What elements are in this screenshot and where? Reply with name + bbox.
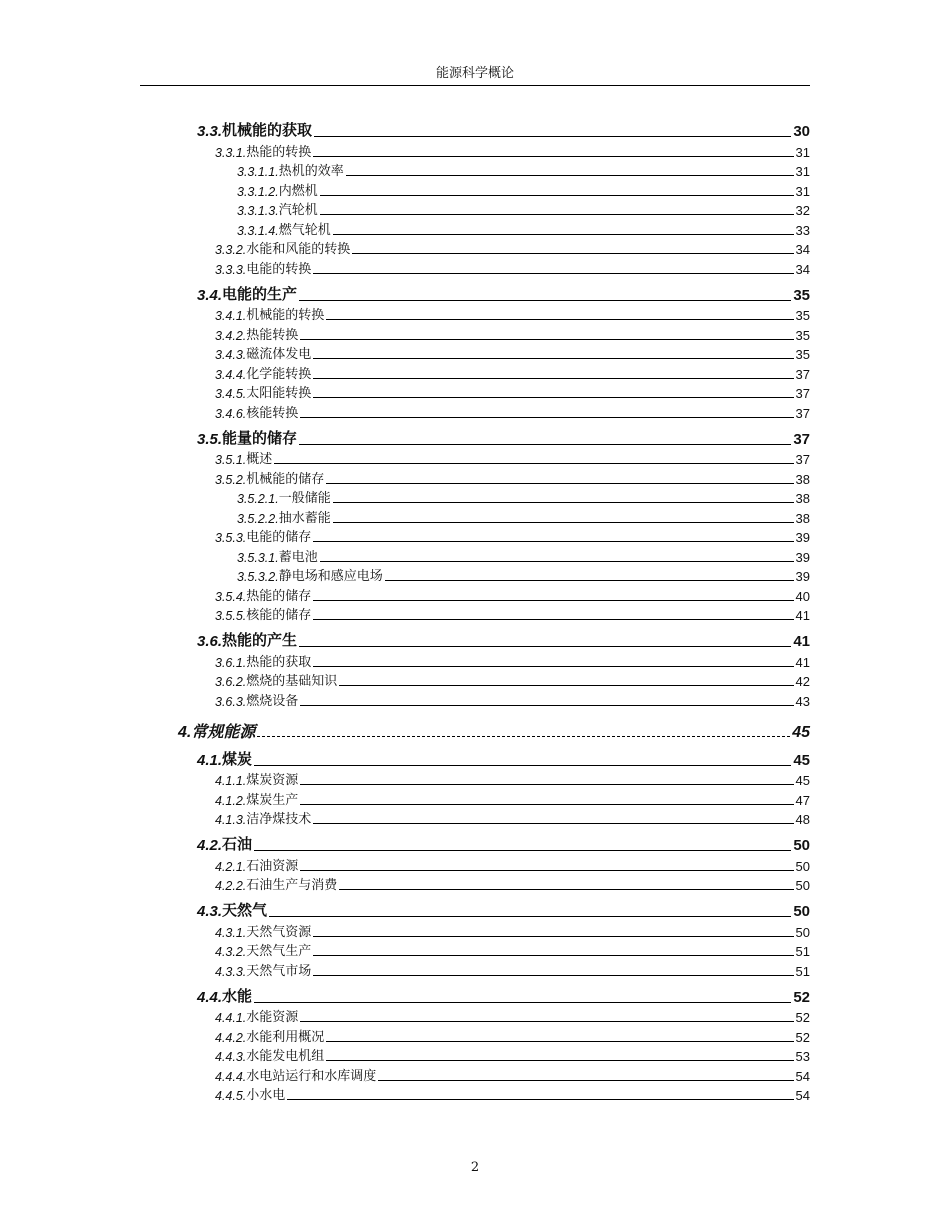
toc-entry-page: 37 xyxy=(795,366,810,382)
toc-entry-number: 3.4.3. xyxy=(215,348,247,362)
toc-entry[interactable] xyxy=(0,323,950,343)
toc-entry-page: 50 xyxy=(795,858,810,874)
toc-entry-number: 3.5.2. xyxy=(215,472,247,487)
toc-entry-page: 54 xyxy=(795,1088,810,1103)
toc-leader-line xyxy=(314,136,791,137)
toc-leader-line xyxy=(254,765,791,766)
toc-entry-page: 38 xyxy=(795,491,810,506)
toc-entry-number: 4.4.5. xyxy=(215,1089,247,1103)
toc-entry-number: 3.5.3.2. xyxy=(237,570,279,584)
toc-entry[interactable] xyxy=(0,506,950,526)
toc-entry[interactable] xyxy=(0,854,950,874)
toc-entry-page: 45 xyxy=(792,723,810,741)
toc-entry-title: 太阳能转换 xyxy=(246,386,312,401)
toc-entry[interactable] xyxy=(0,119,950,140)
toc-entry[interactable] xyxy=(0,959,950,979)
toc-leader-line xyxy=(313,823,793,824)
toc-entry-title: 天然气市场 xyxy=(246,963,312,979)
toc-entry-page: 54 xyxy=(795,1068,810,1084)
toc-leader-line xyxy=(333,502,794,503)
toc-entry-page: 39 xyxy=(795,530,810,545)
toc-entry[interactable] xyxy=(0,717,950,742)
toc-leader-line xyxy=(313,397,793,398)
toc-entry-number: 3.5.3. xyxy=(215,531,247,545)
toc-entry-title: 电能的转换 xyxy=(246,261,312,277)
toc-entry-number: 4.3. xyxy=(197,903,223,920)
toc-entry-number: 3.6. xyxy=(197,633,223,650)
toc-entry-title: 燃烧的基础知识 xyxy=(246,674,338,689)
toc-entry[interactable] xyxy=(0,629,950,650)
toc-entry[interactable] xyxy=(0,808,950,828)
toc-leader-line xyxy=(313,541,793,542)
toc-entry-page: 52 xyxy=(793,988,810,1006)
toc-entry-title: 机械能的储存 xyxy=(246,471,325,487)
toc-entry-number: 3.4.2. xyxy=(215,328,247,343)
toc-entry-title: 电能的生产 xyxy=(222,285,298,303)
toc-leader-line xyxy=(313,600,793,601)
toc-entry-title: 热能的储存 xyxy=(246,588,312,604)
toc-entry-title: 概述 xyxy=(246,452,273,467)
toc-entry-number: 3.5.5. xyxy=(215,609,247,623)
toc-entry-title: 蓄电池 xyxy=(278,549,318,565)
toc-leader-line xyxy=(339,889,793,890)
toc-leader-line xyxy=(326,1060,793,1061)
toc-entry-number: 4.2.2. xyxy=(215,879,247,893)
toc-entry-page: 53 xyxy=(795,1049,810,1064)
toc-entry-title: 核能的储存 xyxy=(246,608,312,623)
toc-entry-page: 33 xyxy=(795,222,810,238)
toc-entry-number: 4.4.4. xyxy=(215,1069,247,1084)
toc-entry-page: 34 xyxy=(795,242,810,257)
toc-leader-line xyxy=(313,955,793,956)
toc-leader-line xyxy=(299,646,791,647)
toc-entry-title: 石油生产与消费 xyxy=(246,878,338,893)
toc-entry-title: 汽轮机 xyxy=(278,203,318,218)
toc-entry-page: 35 xyxy=(795,347,810,362)
toc-entry-number: 4.4.3. xyxy=(215,1050,247,1064)
toc-entry-page: 39 xyxy=(795,549,810,565)
toc-entry-page: 32 xyxy=(795,203,810,218)
toc-entry-number: 3.4.6. xyxy=(215,406,247,421)
toc-entry[interactable] xyxy=(0,833,950,854)
toc-entry[interactable] xyxy=(0,160,950,180)
toc-entry-number: 3.3.2. xyxy=(215,243,247,257)
toc-entry-title: 常规能源 xyxy=(191,723,256,741)
toc-leader-line xyxy=(269,916,791,917)
toc-entry-title: 燃气轮机 xyxy=(278,222,331,238)
toc-entry-title: 煤炭生产 xyxy=(246,792,299,808)
toc-entry[interactable] xyxy=(0,487,950,507)
toc-entry[interactable] xyxy=(0,985,950,1006)
toc-leader-line xyxy=(385,580,794,581)
toc-leader-line xyxy=(313,666,793,667)
toc-entry-number: 4. xyxy=(178,723,192,741)
toc-entry-title: 天然气 xyxy=(222,902,268,919)
toc-leader-line xyxy=(254,850,791,851)
toc-entry-title: 水能 xyxy=(222,987,253,1005)
toc-entry-page: 42 xyxy=(795,674,810,689)
toc-entry-number: 3.3.1.2. xyxy=(237,184,279,199)
toc-entry-title: 热能的获取 xyxy=(246,654,312,670)
toc-entry-title: 燃烧设备 xyxy=(246,693,299,709)
toc-entry-title: 抽水蓄能 xyxy=(278,510,331,526)
toc-leader-line xyxy=(299,444,791,445)
toc-entry-page: 41 xyxy=(795,608,810,623)
toc-leader-line xyxy=(300,784,793,785)
toc-entry[interactable] xyxy=(0,545,950,565)
toc-entry-title: 小水电 xyxy=(246,1088,286,1103)
toc-entry[interactable] xyxy=(0,382,950,402)
toc-entry-number: 4.1.3. xyxy=(215,813,247,827)
toc-entry-title: 水电站运行和水库调度 xyxy=(246,1068,377,1084)
toc-entry-page: 43 xyxy=(795,693,810,709)
toc-entry-number: 3.3.1.4. xyxy=(237,223,279,238)
toc-entry-title: 热能转换 xyxy=(246,327,299,343)
toc-leader-line xyxy=(274,463,793,464)
toc-leader-line xyxy=(326,483,793,484)
toc-entry[interactable] xyxy=(0,199,950,219)
toc-entry-number: 3.3.1. xyxy=(215,145,247,160)
toc-leader-line xyxy=(326,1041,793,1042)
toc-entry-title: 天然气资源 xyxy=(246,924,312,940)
toc-entry[interactable] xyxy=(0,748,950,769)
toc-entry-page: 37 xyxy=(795,386,810,401)
toc-leader-line xyxy=(313,975,793,976)
toc-entry-number: 3.4.5. xyxy=(215,387,247,401)
toc-entry-page: 31 xyxy=(795,164,810,179)
toc-entry-page: 37 xyxy=(795,452,810,467)
toc-entry-title: 热能的产生 xyxy=(222,632,298,649)
toc-entry-title: 核能转换 xyxy=(246,405,299,421)
toc-entry-number: 3.4. xyxy=(197,286,223,304)
toc-leader-line xyxy=(300,339,793,340)
toc-entry[interactable] xyxy=(0,670,950,690)
page-number: 2 xyxy=(470,1160,480,1175)
toc-leader-line xyxy=(313,936,793,937)
toc-entry[interactable] xyxy=(0,604,950,624)
toc-entry-title: 热机的效率 xyxy=(278,164,344,179)
toc-entry-page: 50 xyxy=(795,878,810,893)
toc-entry[interactable] xyxy=(0,467,950,487)
toc-entry-number: 3.3.1.1. xyxy=(237,165,279,179)
toc-entry-title: 石油资源 xyxy=(246,858,299,874)
toc-entry[interactable] xyxy=(0,238,950,258)
toc-entry-title: 煤炭 xyxy=(222,750,253,768)
toc-entry-number: 4.3.3. xyxy=(215,964,247,979)
toc-entry[interactable] xyxy=(0,427,950,448)
toc-entry[interactable] xyxy=(0,1045,950,1065)
toc-entry[interactable] xyxy=(0,584,950,604)
toc-leader-line xyxy=(352,253,793,254)
toc-entry[interactable] xyxy=(0,218,950,238)
toc-entry-page: 30 xyxy=(793,123,810,140)
toc-entry-title: 水能资源 xyxy=(246,1010,299,1025)
toc-leader-line xyxy=(320,195,794,196)
toc-leader-line xyxy=(313,358,793,359)
toc-entry[interactable] xyxy=(0,283,950,304)
toc-entry[interactable] xyxy=(0,526,950,546)
toc-leader-line xyxy=(257,736,790,737)
toc-entry-number: 3.3. xyxy=(197,123,223,140)
toc-entry-title: 静电场和感应电场 xyxy=(278,569,383,584)
toc-leader-line xyxy=(346,175,794,176)
toc-entry-title: 电能的储存 xyxy=(246,530,312,545)
toc-entry-number: 3.5.4. xyxy=(215,589,247,604)
toc-leader-line xyxy=(300,804,793,805)
toc-entry-title: 机械能的获取 xyxy=(222,122,313,139)
toc-entry[interactable] xyxy=(0,1064,950,1084)
toc-entry-page: 34 xyxy=(795,261,810,277)
toc-entry-number: 4.4.2. xyxy=(215,1030,247,1045)
toc-entry[interactable] xyxy=(0,689,950,709)
toc-entry-page: 48 xyxy=(795,812,810,827)
toc-entry-title: 水能和风能的转换 xyxy=(246,242,351,257)
toc-entry-page: 31 xyxy=(795,183,810,199)
toc-entry-number: 3.6.3. xyxy=(215,694,247,709)
toc-entry-number: 3.5.3.1. xyxy=(237,550,279,565)
toc-entry-number: 3.5.2.2. xyxy=(237,511,279,526)
toc-entry-title: 水能利用概况 xyxy=(246,1029,325,1045)
toc-entry-title: 石油 xyxy=(222,836,253,853)
toc-entry-title: 内燃机 xyxy=(278,183,318,199)
toc-entry-page: 45 xyxy=(793,751,810,769)
toc-entry-title: 能量的储存 xyxy=(222,429,298,447)
toc-entry[interactable] xyxy=(0,1025,950,1045)
toc-entry-page: 38 xyxy=(795,471,810,487)
toc-entry-title: 一般储能 xyxy=(278,491,331,506)
toc-leader-line xyxy=(320,214,794,215)
toc-leader-line xyxy=(300,870,793,871)
toc-entry-number: 3.4.4. xyxy=(215,367,247,382)
toc-entry[interactable] xyxy=(0,1006,950,1026)
toc-entry[interactable] xyxy=(0,899,950,920)
toc-leader-line xyxy=(300,417,793,418)
toc-entry-title: 磁流体发电 xyxy=(246,347,312,362)
toc-leader-line xyxy=(320,561,794,562)
toc-entry[interactable] xyxy=(0,140,950,160)
toc-entry[interactable] xyxy=(0,1084,950,1104)
toc-leader-line xyxy=(326,319,793,320)
toc-entry-title: 水能发电机组 xyxy=(246,1049,325,1064)
toc-entry-page: 40 xyxy=(795,588,810,604)
toc-entry[interactable] xyxy=(0,448,950,468)
toc-entry-number: 4.1.1. xyxy=(215,774,247,788)
toc-leader-line xyxy=(313,378,793,379)
toc-entry-page: 47 xyxy=(795,792,810,808)
toc-entry-page: 37 xyxy=(793,430,810,448)
toc-entry-number: 3.5.1. xyxy=(215,453,247,467)
toc-entry-number: 3.6.2. xyxy=(215,675,247,689)
toc-entry-page: 37 xyxy=(795,405,810,421)
toc-entry[interactable] xyxy=(0,362,950,382)
toc-entry-number: 4.2.1. xyxy=(215,859,247,874)
toc-entry-page: 50 xyxy=(795,924,810,940)
toc-entry[interactable] xyxy=(0,257,950,277)
toc-entry-number: 4.4.1. xyxy=(215,1011,247,1025)
toc-leader-line xyxy=(299,300,791,301)
toc-leader-line xyxy=(287,1099,793,1100)
toc-entry-title: 洁净煤技术 xyxy=(246,812,312,827)
toc-entry-page: 31 xyxy=(795,144,810,160)
toc-entry-number: 3.5.2.1. xyxy=(237,492,279,506)
toc-entry-page: 52 xyxy=(795,1029,810,1045)
toc-entry-page: 41 xyxy=(795,654,810,670)
toc-entry-page: 35 xyxy=(793,286,810,304)
table-of-contents xyxy=(0,113,950,1103)
toc-entry-title: 热能的转换 xyxy=(246,144,312,160)
toc-entry-page: 51 xyxy=(795,963,810,979)
toc-entry-page: 39 xyxy=(795,569,810,584)
toc-entry-page: 50 xyxy=(793,903,810,920)
toc-entry-number: 4.4. xyxy=(197,988,223,1006)
toc-entry[interactable] xyxy=(0,304,950,324)
toc-entry-number: 3.5. xyxy=(197,430,223,448)
toc-entry[interactable] xyxy=(0,565,950,585)
toc-entry[interactable] xyxy=(0,920,950,940)
toc-entry[interactable] xyxy=(0,769,950,789)
toc-entry[interactable] xyxy=(0,788,950,808)
toc-entry-title: 化学能转换 xyxy=(246,366,312,382)
toc-entry-page: 45 xyxy=(795,773,810,788)
toc-leader-line xyxy=(378,1080,793,1081)
toc-entry-page: 38 xyxy=(795,510,810,526)
toc-entry-number: 4.1.2. xyxy=(215,793,247,808)
header-rule xyxy=(140,85,810,86)
toc-entry-number: 3.3.3. xyxy=(215,262,247,277)
toc-leader-line xyxy=(300,705,793,706)
toc-entry[interactable] xyxy=(0,940,950,960)
page-header-title: 能源科学概论 xyxy=(435,66,514,81)
toc-entry[interactable] xyxy=(0,179,950,199)
toc-entry[interactable] xyxy=(0,401,950,421)
toc-leader-line xyxy=(313,619,793,620)
toc-leader-line xyxy=(300,1021,793,1022)
toc-entry[interactable] xyxy=(0,650,950,670)
toc-entry-page: 35 xyxy=(795,308,810,323)
toc-leader-line xyxy=(333,522,794,523)
toc-entry-page: 51 xyxy=(795,944,810,959)
toc-entry-page: 41 xyxy=(793,633,810,650)
toc-leader-line xyxy=(333,234,794,235)
toc-entry-title: 煤炭资源 xyxy=(246,773,299,788)
toc-entry[interactable] xyxy=(0,874,950,894)
toc-entry-number: 4.3.1. xyxy=(215,925,247,940)
toc-entry-page: 52 xyxy=(795,1010,810,1025)
toc-entry-title: 天然气生产 xyxy=(246,944,312,959)
toc-leader-line xyxy=(313,156,793,157)
toc-entry-title: 机械能的转换 xyxy=(246,308,325,323)
toc-entry[interactable] xyxy=(0,343,950,363)
toc-entry-number: 3.6.1. xyxy=(215,655,247,670)
toc-entry-number: 3.3.1.3. xyxy=(237,204,279,218)
toc-entry-page: 35 xyxy=(795,327,810,343)
toc-entry-number: 4.1. xyxy=(197,751,223,769)
toc-leader-line xyxy=(339,685,793,686)
toc-entry-number: 4.3.2. xyxy=(215,945,247,959)
toc-entry-number: 4.2. xyxy=(197,837,223,854)
toc-leader-line xyxy=(254,1002,791,1003)
toc-entry-page: 50 xyxy=(793,837,810,854)
toc-entry-number: 3.4.1. xyxy=(215,309,247,323)
toc-leader-line xyxy=(313,273,793,274)
